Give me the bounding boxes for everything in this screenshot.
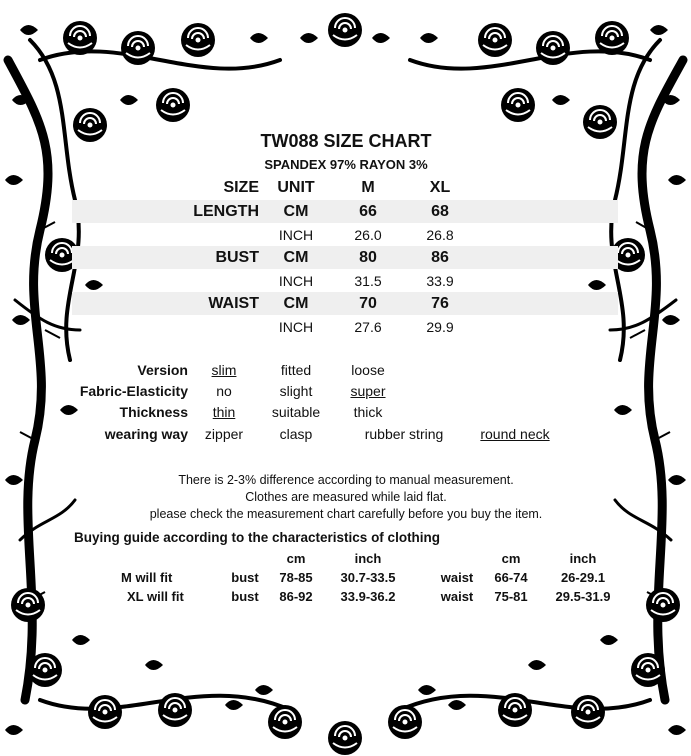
header-unit: UNIT — [277, 179, 315, 196]
note-line: please check the measurement chart carefully before you buy the item. — [149, 507, 543, 521]
fabric-composition: SPANDEX 97% RAYON 3% — [264, 157, 428, 172]
guide-col-cm: cm — [286, 551, 306, 566]
attr-label-version: Version — [137, 362, 188, 378]
value-waist-m-cm: 70 — [359, 295, 377, 312]
guide-col-inch: inch — [569, 551, 597, 566]
attr-label-wearing-way: wearing way — [104, 426, 188, 442]
attr-option-selected: slim — [211, 362, 237, 378]
unit-inch: INCH — [278, 273, 314, 289]
value-bust-m-cm: 80 — [359, 249, 377, 266]
guide-xl-bust-cm: 86-92 — [279, 589, 313, 604]
attr-option: zipper — [204, 426, 244, 442]
chart-title: TW088 SIZE CHART — [260, 131, 432, 151]
attr-option: no — [216, 383, 232, 399]
guide-col-cm: cm — [501, 551, 521, 566]
header-m: M — [361, 179, 375, 196]
unit-cm: CM — [283, 203, 309, 220]
guide-xl-bust-inch: 33.9-36.2 — [340, 589, 396, 604]
attr-option: suitable — [271, 404, 321, 420]
attr-option-selected: round neck — [480, 426, 550, 442]
guide-xl-waist-inch: 29.5-31.9 — [555, 589, 611, 604]
value-bust-m-inch: 31.5 — [354, 273, 382, 289]
row-label-length: LENGTH — [193, 203, 259, 220]
unit-inch: INCH — [278, 319, 314, 335]
value-waist-xl-cm: 76 — [431, 295, 449, 312]
guide-bust-label: bust — [231, 570, 259, 585]
attr-option: fitted — [280, 362, 312, 378]
guide-m-bust-cm: 78-85 — [279, 570, 313, 585]
attr-option: loose — [351, 362, 385, 378]
guide-m-waist-cm: 66-74 — [494, 570, 528, 585]
buying-guide-title: Buying guide according to the characteristics of clothing — [74, 530, 441, 545]
row-label-waist: WAIST — [208, 295, 259, 312]
value-bust-xl-inch: 33.9 — [426, 273, 454, 289]
attr-label-fabric-elasticity: Fabric-Elasticity — [79, 383, 188, 399]
unit-inch: INCH — [278, 227, 314, 243]
guide-size-xl: XL will fit — [127, 589, 184, 604]
attr-option: rubber string — [364, 426, 444, 442]
unit-cm: CM — [283, 249, 309, 266]
unit-cm: CM — [283, 295, 309, 312]
guide-xl-waist-cm: 75-81 — [494, 589, 528, 604]
value-length-xl-cm: 68 — [431, 203, 449, 220]
row-band-length — [72, 200, 618, 223]
guide-m-bust-inch: 30.7-33.5 — [340, 570, 396, 585]
value-waist-xl-inch: 29.9 — [426, 319, 454, 335]
value-length-m-cm: 66 — [359, 203, 377, 220]
attr-option: thick — [353, 404, 383, 420]
value-waist-m-inch: 27.6 — [354, 319, 382, 335]
guide-bust-label: bust — [231, 589, 259, 604]
guide-m-waist-inch: 26-29.1 — [560, 570, 606, 585]
header-size: SIZE — [223, 179, 259, 196]
row-band-bust — [72, 246, 618, 269]
row-band-waist — [72, 292, 618, 315]
attr-option-selected: super — [350, 383, 386, 399]
note-line: There is 2-3% difference according to manual measurement. — [178, 473, 514, 487]
guide-col-inch: inch — [354, 551, 382, 566]
guide-waist-label: waist — [440, 589, 474, 604]
guide-waist-label: waist — [440, 570, 474, 585]
attr-option-selected: thin — [212, 404, 236, 420]
attr-label-thickness: Thickness — [119, 404, 188, 420]
header-xl: XL — [429, 179, 451, 196]
attr-option: clasp — [279, 426, 313, 442]
attr-option: slight — [279, 383, 313, 399]
note-line: Clothes are measured while laid flat. — [245, 490, 447, 504]
guide-size-m: M will fit — [121, 570, 173, 585]
value-length-xl-inch: 26.8 — [426, 227, 454, 243]
value-length-m-inch: 26.0 — [354, 227, 382, 243]
row-label-bust: BUST — [215, 249, 259, 266]
value-bust-xl-cm: 86 — [431, 249, 449, 266]
